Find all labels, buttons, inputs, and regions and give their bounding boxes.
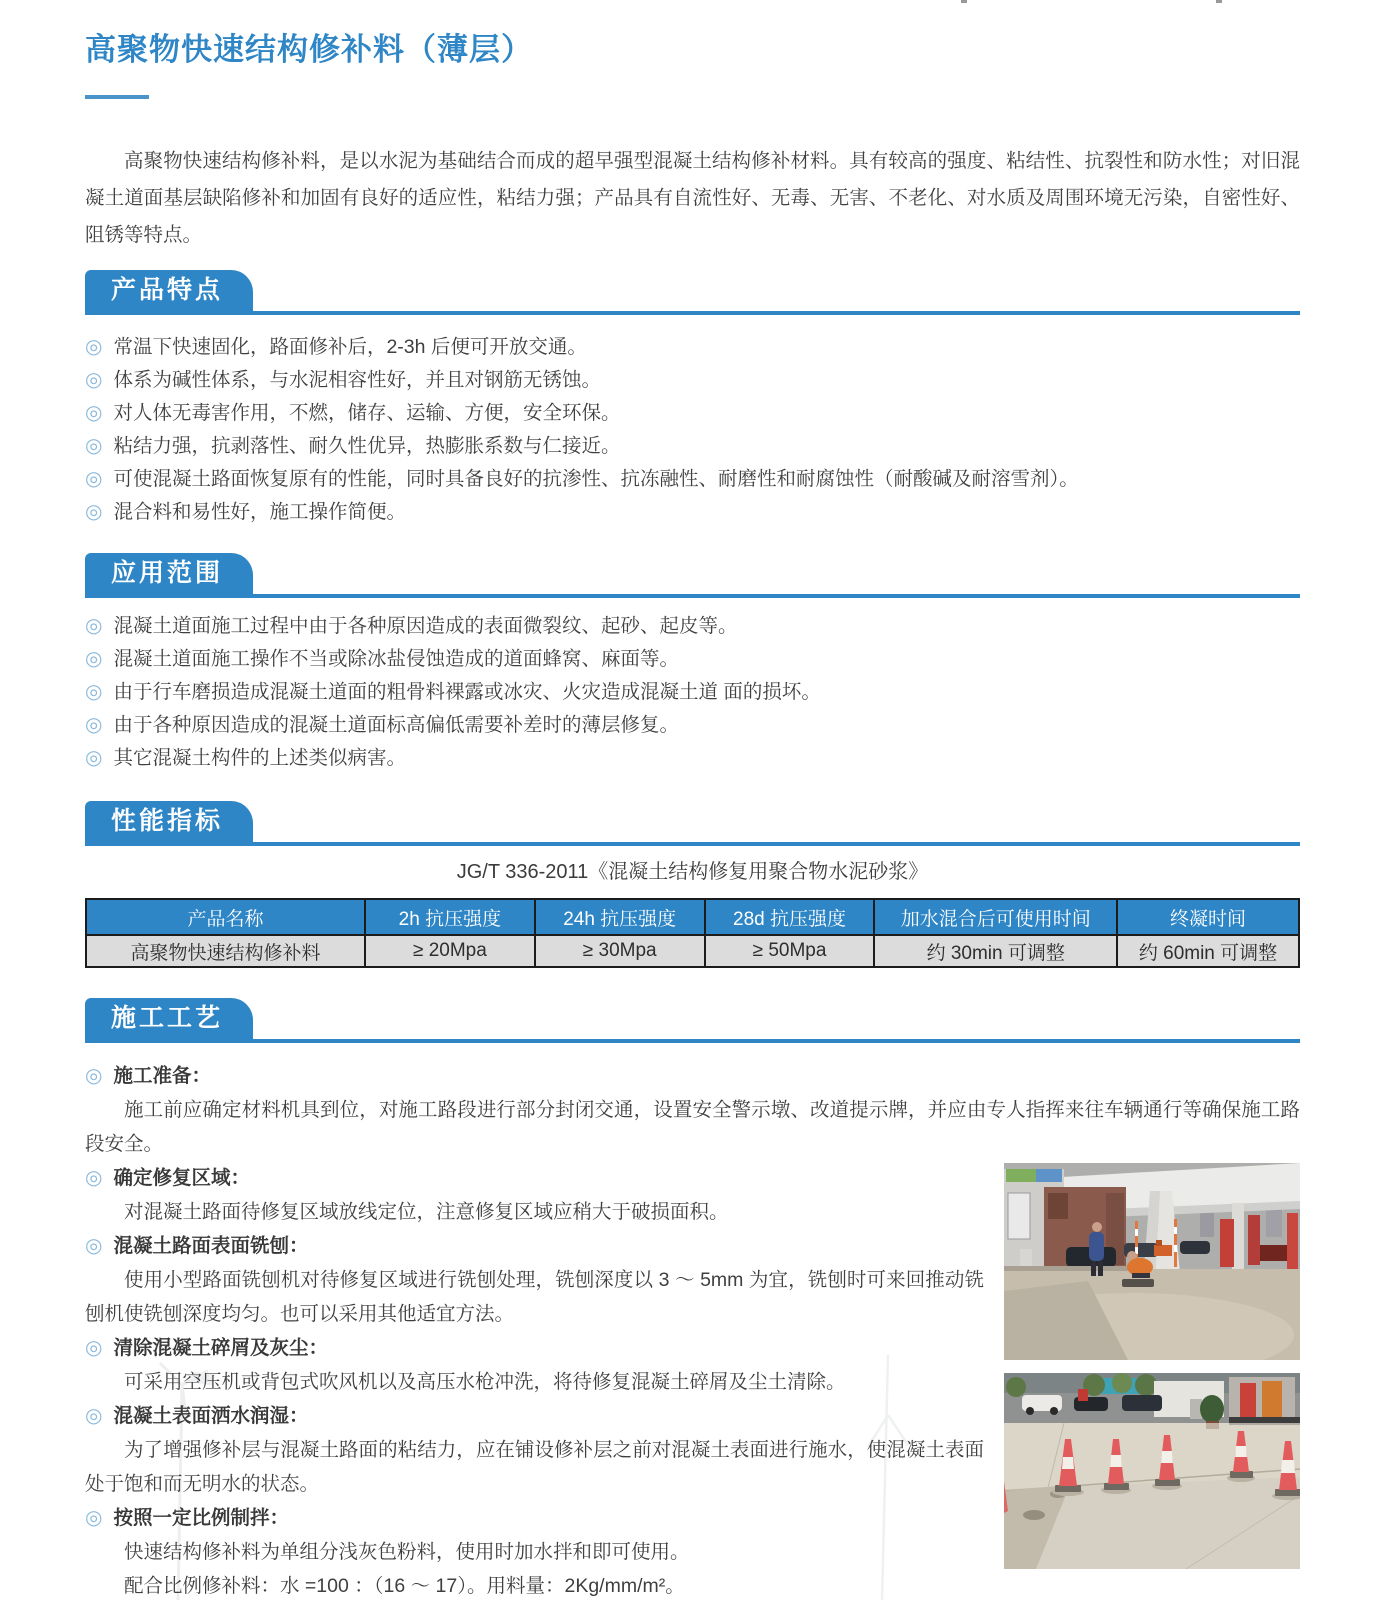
step-heading: [85, 1059, 1300, 1093]
table-header-cell: 2h 抗压强度: [365, 899, 535, 935]
section-tab-process: 施工工艺: [85, 998, 253, 1039]
bullseye-bullet-icon: ◎: [85, 747, 103, 769]
table-cell: 约 30min 可调整: [874, 935, 1117, 967]
table-cell: ≥ 20Mpa: [365, 935, 535, 967]
bullseye-bullet-icon: ◎: [85, 1405, 103, 1427]
step-label: 施工准备：: [113, 1065, 211, 1087]
section-tab-performance: 性能指标: [85, 801, 253, 842]
bullseye-bullet-icon: ◎: [85, 336, 103, 358]
applications-list: [85, 610, 1300, 775]
section-tab-features: 产品特点: [85, 270, 253, 311]
list-item: [85, 742, 1300, 775]
list-item-text: 对人体无毒害作用，不燃，储存、运输、方便，安全环保。: [113, 402, 621, 424]
bullseye-bullet-icon: ◎: [85, 615, 103, 637]
section-header-features: [85, 270, 1300, 315]
table-header-cell: 加水混合后可使用时间: [874, 899, 1117, 935]
list-item: [85, 496, 1300, 529]
section-header-applications: [85, 553, 1300, 598]
bullseye-bullet-icon: ◎: [85, 468, 103, 490]
table-header-row: [86, 899, 1299, 935]
bullseye-bullet-icon: ◎: [85, 1167, 103, 1189]
list-item-text: 混凝土道面施工过程中由于各种原因造成的表面微裂纹、起砂、起皮等。: [113, 615, 738, 637]
step-label: 混凝土路面表面铣刨：: [113, 1235, 309, 1257]
list-item: [85, 397, 1300, 430]
list-item: [85, 430, 1300, 463]
step-paragraph: 快速结构修补料为单组分浅灰色粉料，使用时加水拌和即可使用。: [124, 1541, 690, 1563]
list-item: [85, 610, 1300, 643]
bullseye-bullet-icon: ◎: [85, 1337, 103, 1359]
list-item: [85, 463, 1300, 496]
step-paragraph: 为了增强修补层与混凝土路面的粘结力，应在铺设修补层之前对混凝土表面进行施水，使混凝土表面处于饱和而无明水的状态。: [85, 1439, 984, 1495]
step-paragraph: 施工前应确定材料机具到位，对施工路段进行部分封闭交通，设置安全警示墩、改道提示牌，并应由专人指挥来往车辆通行等确保施工路段安全。: [85, 1099, 1300, 1155]
table-header-cell: 终凝时间: [1117, 899, 1299, 935]
list-item-text: 由于各种原因造成的混凝土道面标高偏低需要补差时的薄层修复。: [113, 714, 679, 736]
list-item-text: 混合料和易性好，施工操作简便。: [113, 501, 406, 523]
bullseye-bullet-icon: ◎: [85, 681, 103, 703]
process-photos: [1004, 1163, 1300, 1582]
table-cell: ≥ 30Mpa: [535, 935, 705, 967]
step-paragraph: 对混凝土路面待修复区域放线定位，注意修复区域应稍大于破损面积。: [124, 1201, 729, 1223]
standard-reference: JG/T 336-2011《混凝土结构修复用聚合物水泥砂浆》: [456, 861, 929, 883]
step-paragraph: 可采用空压机或背包式吹风机以及高压水枪冲洗，将待修复混凝土碎屑及尘土清除。: [124, 1371, 846, 1393]
traffic-cones-photo: [1004, 1373, 1300, 1569]
step-label: 确定修复区域：: [113, 1167, 250, 1189]
step-label: 按照一定比例制拌：: [113, 1507, 289, 1529]
table-cell: 约 60min 可调整: [1117, 935, 1299, 967]
section-header-process: [85, 998, 1300, 1043]
table-cell: 高聚物快速结构修补料: [86, 935, 365, 967]
step-paragraph: 配合比例修补料：水 =100 ：（16 ～ 17）。用料量：2Kg/mm/m²。: [124, 1575, 685, 1597]
section-header-performance: [85, 801, 1300, 846]
list-item: [85, 643, 1300, 676]
list-item-text: 体系为碱性体系，与水泥相容性好，并且对钢筋无锈蚀。: [113, 369, 601, 391]
step-label: 清除混凝土碎屑及灰尘：: [113, 1337, 328, 1359]
step-label: 混凝土表面洒水润湿：: [113, 1405, 309, 1427]
scan-artifact: [1216, 0, 1222, 3]
table-cell: ≥ 50Mpa: [705, 935, 875, 967]
list-item: [85, 364, 1300, 397]
list-item: [85, 709, 1300, 742]
list-item-text: 可使混凝土路面恢复原有的性能，同时具备良好的抗渗性、抗冻融性、耐磨性和耐腐蚀性（耐酸碱及耐溶雪剂）。: [113, 468, 1079, 490]
list-item-text: 粘结力强，抗剥落性、耐久性优异，热膨胀系数与仁接近。: [113, 435, 621, 457]
worksite-repair-photo: [1004, 1163, 1300, 1360]
list-item: [85, 331, 1300, 364]
list-item-text: 由于行车磨损造成混凝土道面的粗骨料裸露或冰灾、火灾造成混凝土道 面的损坏。: [113, 681, 821, 703]
table-row: [86, 935, 1299, 967]
list-item-text: 常温下快速固化，路面修补后，2-3h 后便可开放交通。: [113, 336, 587, 358]
bullseye-bullet-icon: ◎: [85, 1235, 103, 1257]
intro-paragraph: 高聚物快速结构修补料，是以水泥为基础结合而成的超早强型混凝土结构修补材料。具有较高的强度、粘结性、抗裂性和防水性；对旧混凝土道面基层缺陷修补和加固有良好的适应性，粘结力强；产品具有自流性好、无毒、无害、不老化、对水质及周围环境无污染，自密性好、阻锈等特点。: [85, 150, 1300, 246]
title-underline: [85, 95, 149, 99]
scan-artifact: [961, 0, 967, 3]
table-header-cell: 24h 抗压强度: [535, 899, 705, 935]
bullseye-bullet-icon: ◎: [85, 1507, 103, 1529]
bullseye-bullet-icon: ◎: [85, 435, 103, 457]
features-list: [85, 331, 1300, 529]
list-item-text: 混凝土道面施工操作不当或除冰盐侵蚀造成的道面蜂窝、麻面等。: [113, 648, 679, 670]
section-tab-applications: 应用范围: [85, 553, 253, 594]
list-item: [85, 676, 1300, 709]
step-paragraph: 使用小型路面铣刨机对待修复区域进行铣刨处理，铣刨深度以 3 ～ 5mm 为宜，铣刨时可来回推动铣刨机使铣刨深度均匀。也可以采用其他适宜方法。: [85, 1269, 984, 1325]
list-item-text: 其它混凝土构件的上述类似病害。: [113, 747, 406, 769]
bullseye-bullet-icon: ◎: [85, 501, 103, 523]
bullseye-bullet-icon: ◎: [85, 1065, 103, 1087]
table-header-cell: 28d 抗压强度: [705, 899, 875, 935]
bullseye-bullet-icon: ◎: [85, 648, 103, 670]
bullseye-bullet-icon: ◎: [85, 714, 103, 736]
bullseye-bullet-icon: ◎: [85, 369, 103, 391]
performance-table: [85, 898, 1300, 968]
page-title: 高聚物快速结构修补料（薄层）: [85, 32, 533, 67]
process-steps: [85, 1059, 1300, 1603]
table-header-cell: 产品名称: [86, 899, 365, 935]
bullseye-bullet-icon: ◎: [85, 402, 103, 424]
